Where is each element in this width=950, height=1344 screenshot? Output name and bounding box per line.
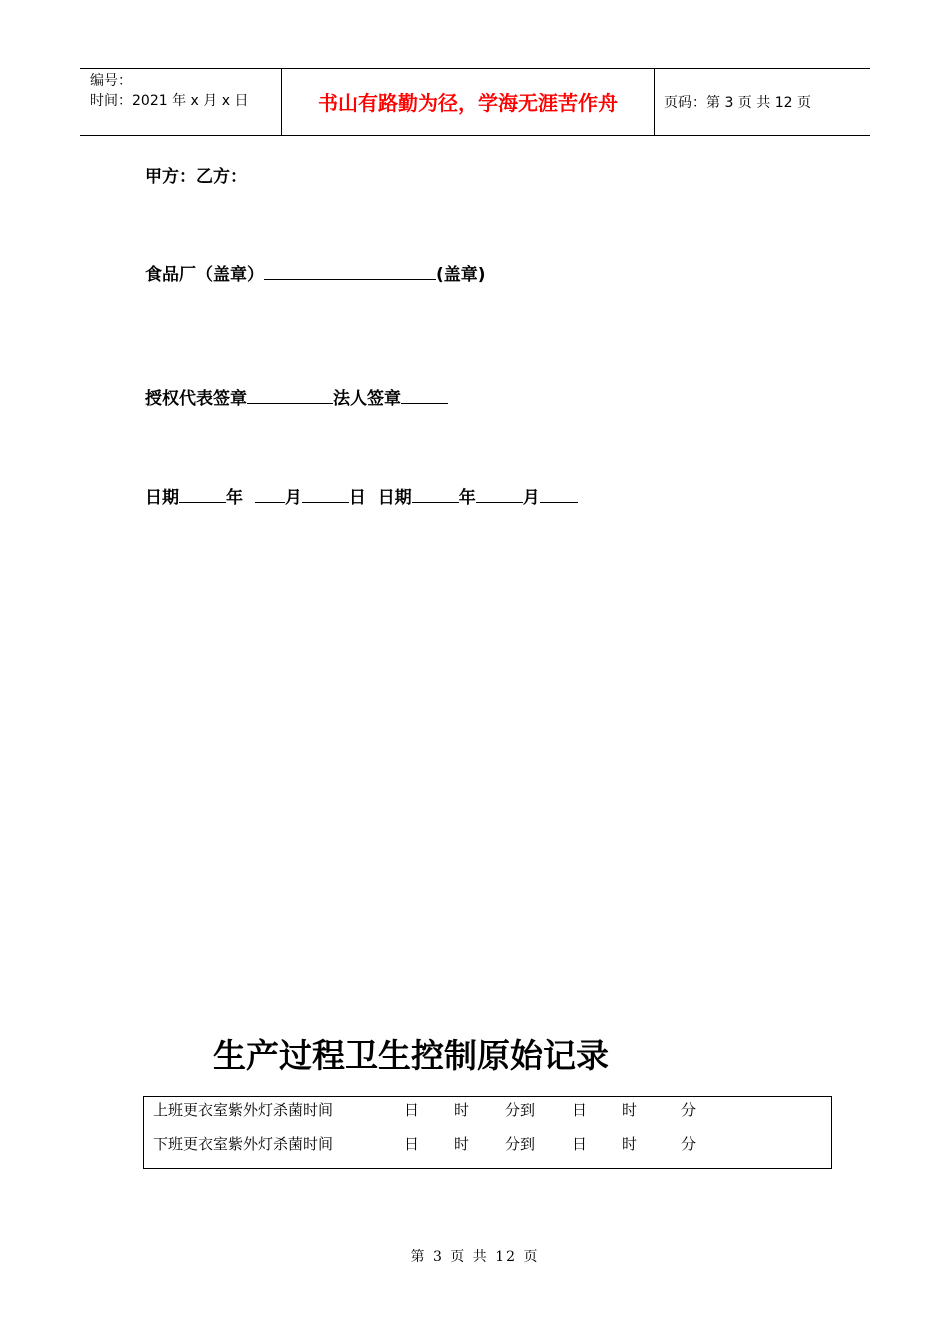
month-label-b: 月 [522,488,540,508]
row-minute-end: 分 [681,1135,697,1153]
factory-seal-label: 食品厂（盖章） [145,265,264,285]
record-row [144,1099,831,1121]
day-label-a: 日 [348,488,366,508]
row-day-start: 日 [404,1101,420,1119]
header-meta [90,71,248,111]
date-label-a: 日期 [145,488,179,508]
row-minute-to: 分到 [505,1101,536,1119]
month-blank-a [255,486,285,503]
date-line [145,483,578,508]
year-blank-b [412,486,459,503]
row-hour-end: 时 [622,1101,638,1119]
row-day-start: 日 [404,1135,420,1153]
row-hour-start: 时 [454,1135,470,1153]
row-hour-start: 时 [454,1101,470,1119]
day-blank-a [302,486,349,503]
seal-label: (盖章) [436,265,486,285]
factory-seal-blank [264,263,436,280]
date-label-b: 日期 [377,488,412,508]
seal-line [145,260,486,285]
record-title: 生产过程卫生控制原始记录 [213,1036,609,1075]
legal-sign-blank [401,387,448,404]
row-minute-end: 分 [681,1101,697,1119]
header-divider-right [654,69,655,135]
month-blank-b [476,486,523,503]
legal-sign-label: 法人签章 [333,389,401,409]
year-label-b: 年 [458,488,476,508]
header-motto: 书山有路勤为径，学海无涯苦作舟 [318,91,618,115]
rep-sign-label: 授权代表签章 [145,389,247,409]
record-table [143,1096,832,1169]
row-label: 上班更衣室紫外灯杀菌时间 [153,1101,334,1119]
row-hour-end: 时 [622,1135,638,1153]
year-blank-a [179,486,226,503]
rep-sign-blank [247,387,333,404]
end-blank-b [540,486,578,503]
parties-line: 甲方：乙方： [145,167,247,187]
month-label-a: 月 [284,488,302,508]
page-header [80,68,870,136]
year-label-a: 年 [226,488,243,508]
row-minute-to: 分到 [505,1135,536,1153]
record-row [144,1133,831,1155]
signature-line [145,384,448,409]
row-label: 下班更衣室紫外灯杀菌时间 [153,1135,334,1153]
page-footer: 第 3 页 共 12 页 [410,1249,540,1265]
row-day-end: 日 [572,1101,588,1119]
serial-label: 编号： [90,73,132,89]
time-label: 时间：2021 年 x 月 x 日 [90,93,249,109]
row-day-end: 日 [572,1135,588,1153]
header-page-info: 页码：第 3 页 共 12 页 [664,95,811,111]
